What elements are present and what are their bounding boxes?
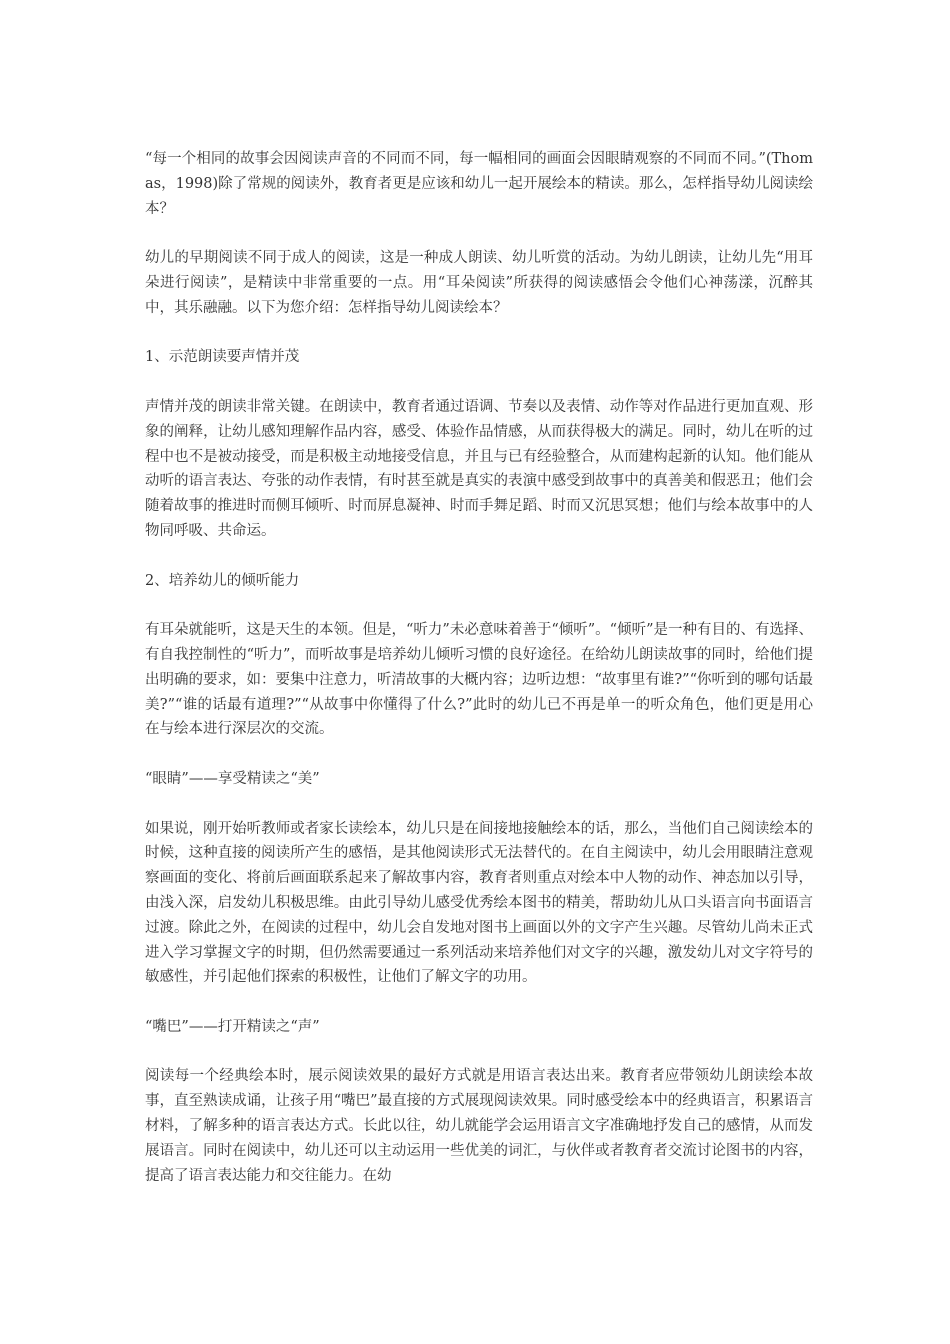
intro-paragraph: 幼儿的早期阅读不同于成人的阅读，这是一种成人朗读、幼儿听赏的活动。为幼儿朗读，让幼儿先“用耳朵进行阅读”，是精读中非常重要的一点。用“耳朵阅读”所获得的阅读感悟会令他们心神荡漾，沉醉其中，其乐融融。以下为您介绍：怎样指导幼儿阅读绘本？ — [145, 250, 813, 316]
section-1-paragraph: 声情并茂的朗读非常关键。在朗读中，教育者通过语调、节奏以及表情、动作等对作品进行更加直观、形象的阐释，让幼儿感知理解作品内容，感受、体验作品情感，从而获得极大的满足。同时，幼儿在听的过程中也不是被动接受，而是积极主动地接受信息，并且与已有经验整合，从而建构起新的认知。他们能从动听的语言表达、夸张的动作表情，有时甚至就是真实的表演中感受到故事中的真善美和假恶丑；他们会随着故事的推进时而侧耳倾听、时而屏息凝神、时而手舞足蹈、时而又沉思冥想；他们与绘本故事中的人物同呼吸、共命运。 — [145, 398, 813, 539]
section-heading-mouth: “嘴巴”——打开精读之“声” — [145, 1018, 320, 1035]
section-eyes-paragraph: 如果说，刚开始听教师或者家长读绘本，幼儿只是在间接地接触绘本的话，那么，当他们自己阅读绘本的时候，这种直接的阅读所产生的感悟，是其他阅读形式无法替代的。在自主阅读中，幼儿会用眼睛注意观察画面的变化、将前后画面联系起来了解故事内容，教育者则重点对绘本中人物的动作、神态加以引导，由浅入深，启发幼儿积极思维。由此引导幼儿感受优秀绘本图书的精美，帮助幼儿从口头语言向书面语言过渡。除此之外，在阅读的过程中，幼儿会自发地对图书上画面以外的文字产生兴趣。尽管幼儿尚未正式进入学习掌握文字的时期，但仍然需要通过一系列活动来培养他们对文字的兴趣，激发幼儿对文字符号的敏感性，并引起他们探索的积极性，让他们了解文字的功用。 — [145, 820, 813, 986]
section-mouth-paragraph: 阅读每一个经典绘本时，展示阅读效果的最好方式就是用语言表达出来。教育者应带领幼儿朗读绘本故事，直至熟读成诵，让孩子用“嘴巴”最直接的方式展现阅读效果。同时感受绘本中的经典语言，积累语言材料，了解多种的语言表达方式。长此以往，幼儿就能学会运用语言文字准确地抒发自己的感情，从而发展语言。同时在阅读中，幼儿还可以主动运用一些优美的词汇，与伙伴或者教育者交流讨论图书的内容，提高了语言表达能力和交往能力。在幼 — [145, 1068, 813, 1184]
document-page — [145, 147, 813, 1213]
section-2-paragraph: 有耳朵就能听，这是天生的本领。但是，“听力”未必意味着善于“倾听”。“倾听”是一种有目的、有选择、有自我控制性的“听力”，而听故事是培养幼儿倾听习惯的良好途径。在给幼儿朗读故事的同时，给他们提出明确的要求，如：要集中注意力，听清故事的大概内容；边听边想：“故事里有谁?”“你听到的哪句话最美?”“谁的话最有道理?”“从故事中你懂得了什么?”此时的幼儿已不再是单一的听众角色，他们更是用心在与绘本进行深层次的交流。 — [145, 622, 814, 738]
intro-quote-paragraph: “每一个相同的故事会因阅读声音的不同而不同，每一幅相同的画面会因眼睛观察的不同而不同。”(Thomas，1998)除了常规的阅读外，教育者更是应该和幼儿一起开展绘本的精读。那么，怎样指导幼儿阅读绘本？ — [145, 151, 813, 217]
section-heading-1: 1、示范朗读要声情并茂 — [145, 349, 300, 366]
section-heading-eyes: “眼睛”——享受精读之“美” — [145, 770, 320, 787]
section-heading-2: 2、培养幼儿的倾听能力 — [145, 572, 300, 589]
